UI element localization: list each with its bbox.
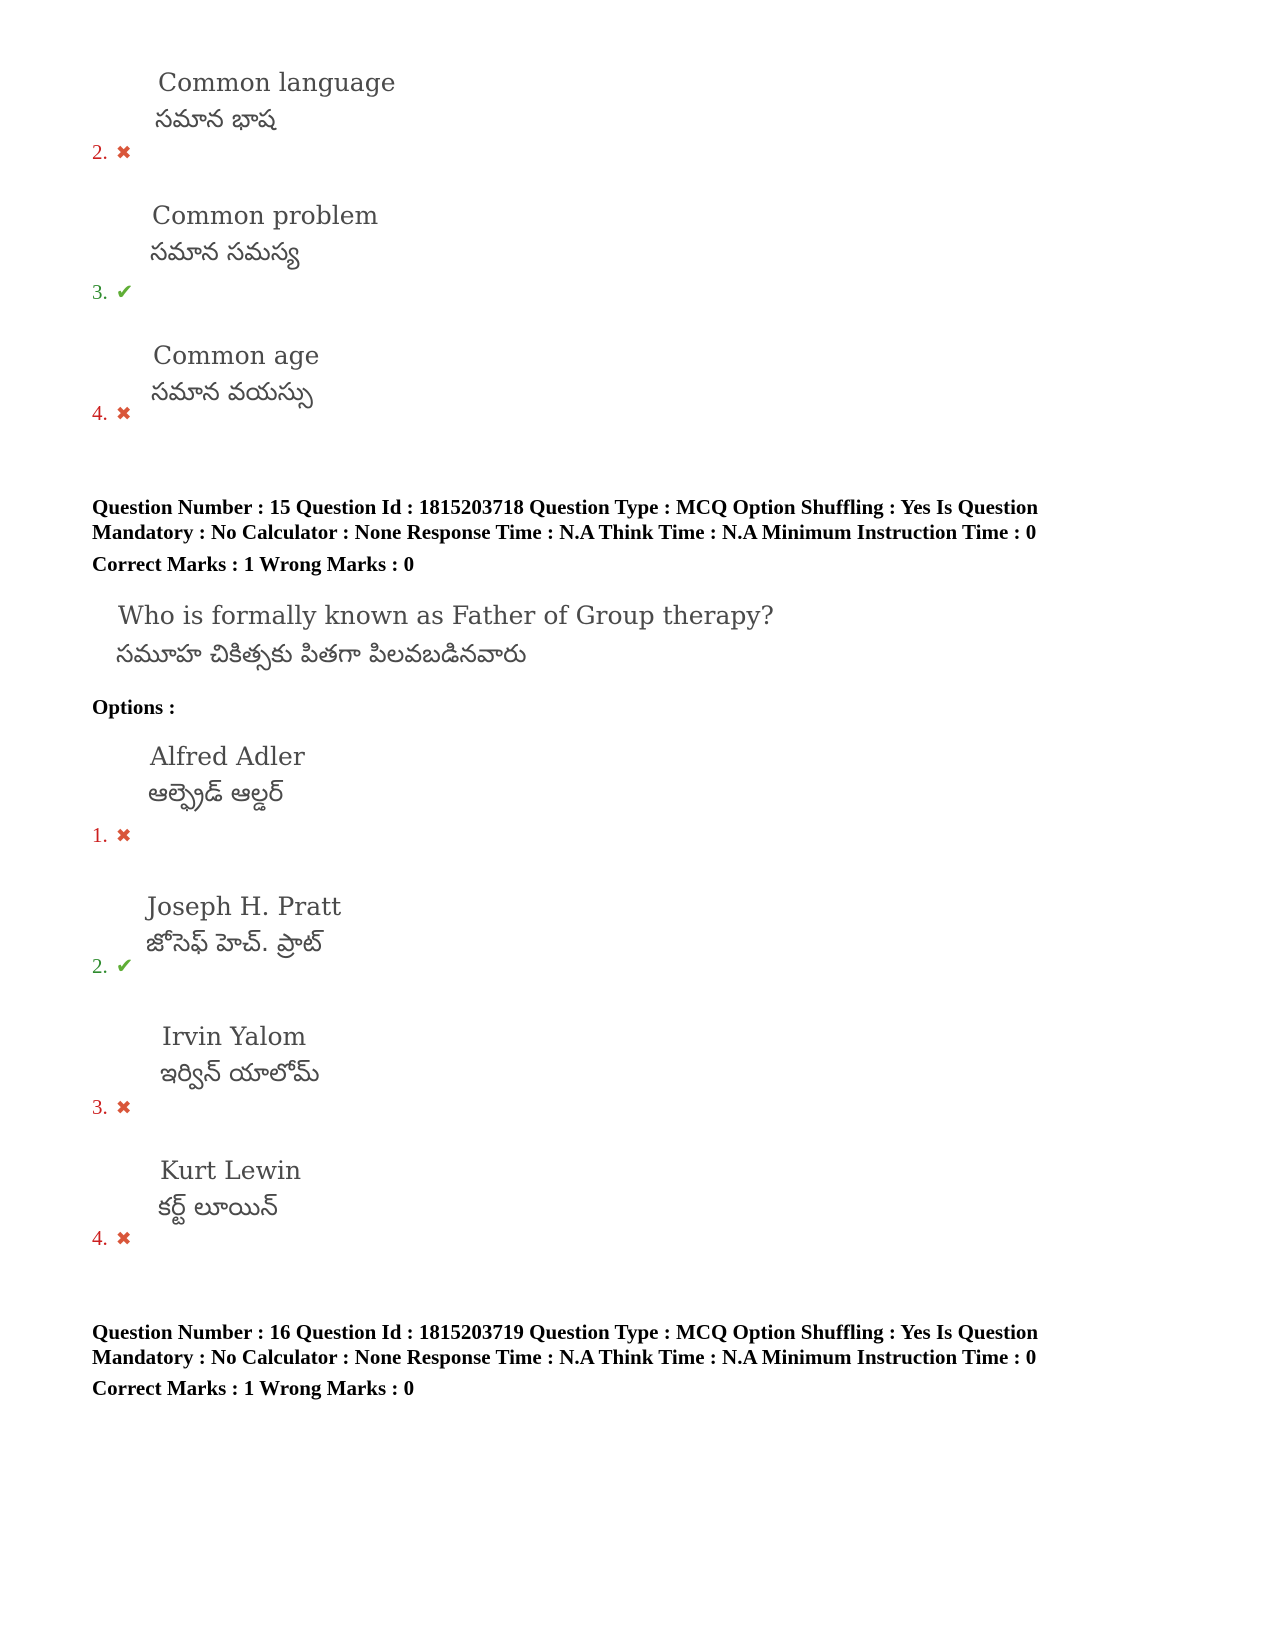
option-telugu: ఇర్విన్ యాలోమ్ [160,1058,320,1087]
option-telugu: కర్ట్ లూయిన్ [158,1192,278,1221]
option-english: Joseph H. Pratt [147,892,342,921]
question-marks: Correct Marks : 1 Wrong Marks : 0 [92,552,415,576]
option-english: Kurt Lewin [160,1156,302,1185]
question-meta-line1: Question Number : 16 Question Id : 1815203719 Question Type : MCQ Option Shuffling : Yes Is Question [92,1320,1039,1344]
question-meta-line2: Mandatory : No Calculator : None Response Time : N.A Think Time : N.A Minimum Instruction Time : 0 [92,1345,1037,1369]
option-number: 4. ✖ [92,1226,132,1250]
question-meta-line1: Question Number : 15 Question Id : 1815203718 Question Type : MCQ Option Shuffling : Yes Is Question [92,495,1039,519]
option-number: 1. ✖ [92,823,132,847]
option-telugu: సమాన భాష [155,104,276,133]
cross-icon: ✖ [115,142,132,164]
options-label: Options : [92,695,176,719]
question-meta-line2: Mandatory : No Calculator : None Response Time : N.A Think Time : N.A Minimum Instruction Time : 0 [92,520,1037,544]
cross-icon: ✖ [115,1228,132,1250]
question-text-english: Who is formally known as Father of Group therapy? [118,601,774,630]
option-telugu: జోసెఫ్ హెచ్. ప్రాట్ [146,928,322,957]
option-number: 3. ✖ [92,1095,132,1119]
option-number: 2. ✔ [92,954,134,978]
option-number: 2. ✖ [92,140,132,164]
cross-icon: ✖ [115,825,132,847]
option-telugu: సమాన వయస్సు [151,377,313,406]
check-icon: ✔ [115,954,134,978]
check-icon: ✔ [115,280,134,304]
option-english: Alfred Adler [150,742,305,771]
option-english: Common problem [152,201,379,230]
option-telugu: సమాన సమస్య [150,237,300,266]
option-english: Common age [153,341,320,370]
question-marks: Correct Marks : 1 Wrong Marks : 0 [92,1376,415,1400]
option-number: 4. ✖ [92,401,132,425]
option-english: Irvin Yalom [162,1022,307,1051]
question-text-telugu: సమూహ చికిత్సకు పితగా పిలవబడినవారు [116,639,527,668]
cross-icon: ✖ [115,403,132,425]
option-telugu: ఆల్ఫ్రెడ్ ఆల్డర్ [148,778,284,807]
cross-icon: ✖ [115,1097,132,1119]
option-english: Common language [158,68,396,97]
option-number: 3. ✔ [92,280,134,304]
